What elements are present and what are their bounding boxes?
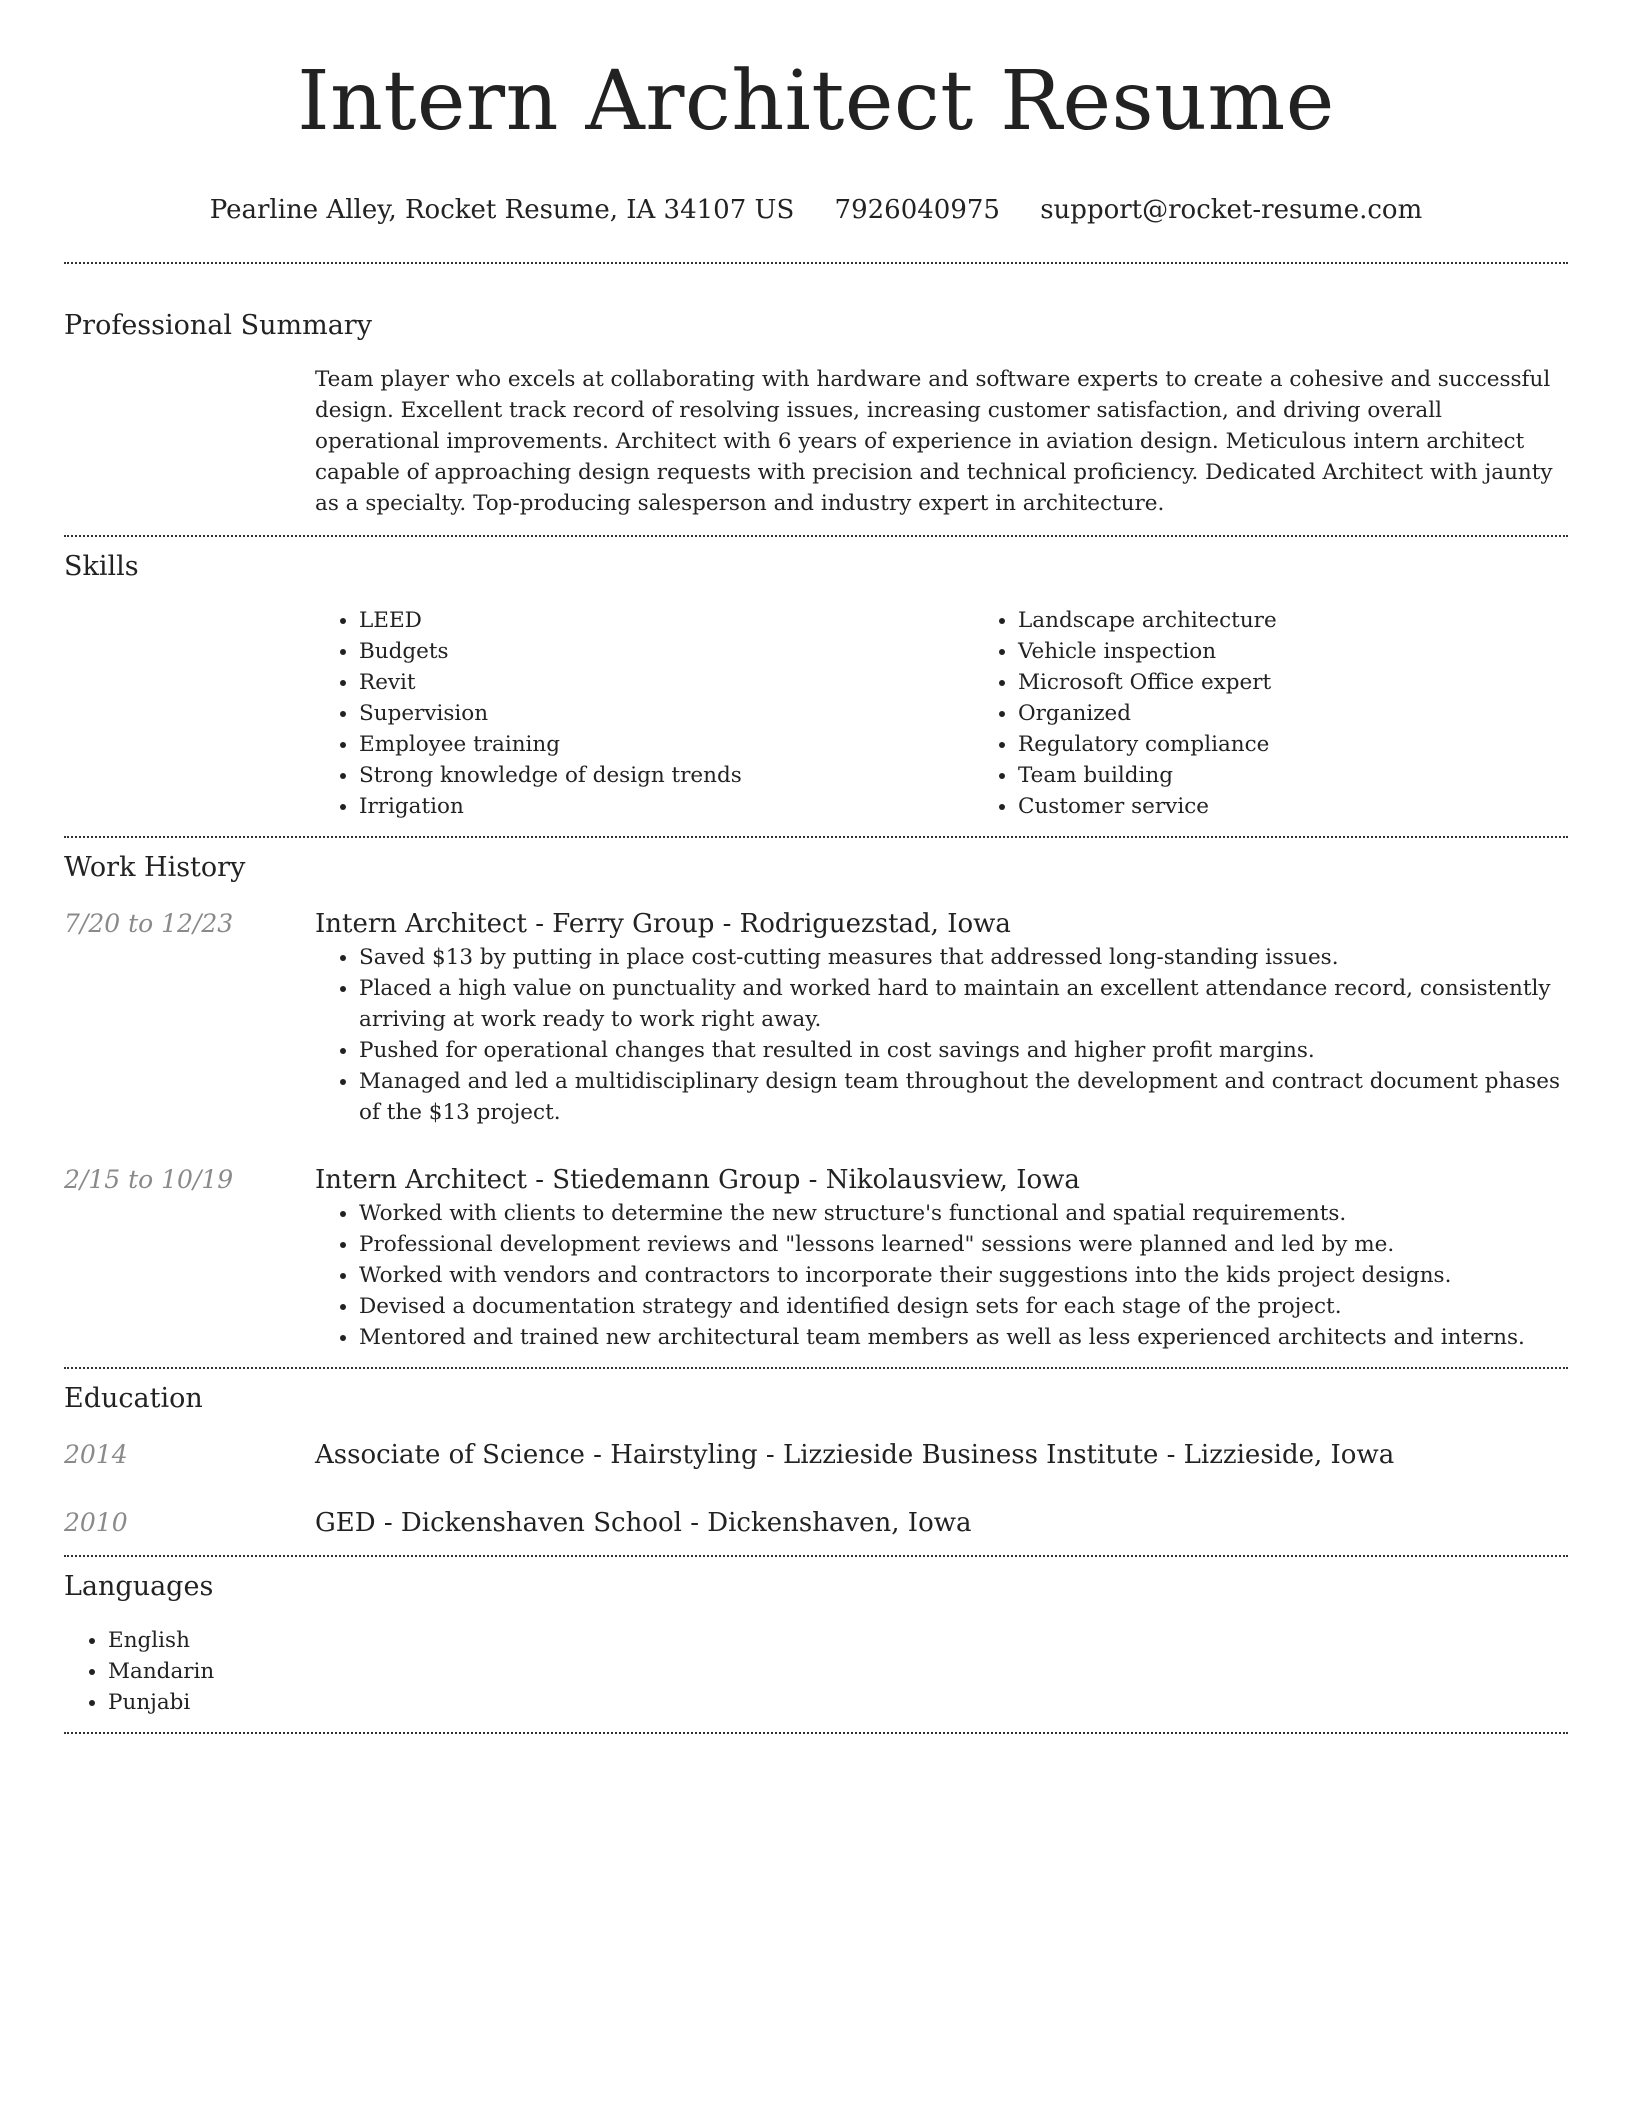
education-text: GED - Dickenshaven School - Dickenshaven, Iowa [315, 1508, 972, 1538]
contact-email: support@rocket-resume.com [1040, 195, 1423, 225]
skill-item: • Customer service [1018, 791, 1632, 822]
work-bullet: • Mentored and trained new architectural team members as well as less experienced architects and interns. [359, 1322, 1568, 1353]
section-heading-languages: Languages [64, 1571, 214, 1602]
divider [64, 1732, 1568, 1734]
language-item: • Punjabi [108, 1687, 1568, 1718]
contact-phone: 7926040975 [834, 195, 1000, 225]
skill-item: • Employee training [359, 729, 974, 760]
section-heading-summary: Professional Summary [64, 310, 372, 341]
summary-text: Team player who excels at collaborating with hardware and software experts to create a cohesive and successful design. Excellent track record of resolving issues, increasing customer satisfaction, and driving overall operational improvements. Architect with 6 years of experience in aviation design. Meticulous intern architect capable of approaching design requests with precision and technical proficiency. Dedicated Architect with jaunty as a specialty. Top-producing salesperson and industry expert in architecture. [315, 367, 1553, 516]
education-year: 2014 [64, 1440, 128, 1469]
work-entry [64, 906, 1568, 1128]
section-languages [64, 1557, 1568, 1732]
work-bullet: • Placed a high value on punctuality and worked hard to maintain an excellent attendance record, consistently arriving at work ready to work right away. [359, 973, 1568, 1035]
skill-item: • Supervision [359, 698, 974, 729]
work-bullet: • Managed and led a multidisciplinary design team throughout the development and contract document phases of the $13 project. [359, 1066, 1568, 1128]
work-bullets [315, 942, 1568, 1128]
section-professional-summary [64, 264, 1568, 535]
resume-title: Intern Architect Resume [297, 54, 1335, 149]
section-heading-work: Work History [64, 852, 246, 883]
work-entry [64, 1162, 1568, 1353]
languages-list [64, 1625, 1568, 1718]
skill-item: • Irrigation [359, 791, 974, 822]
skill-item: • Team building [1018, 760, 1632, 791]
work-bullet: • Saved $13 by putting in place cost-cutting measures that addressed long-standing issues. [359, 942, 1568, 973]
education-entry [64, 1505, 1568, 1541]
section-skills [64, 537, 1568, 836]
education-text: Associate of Science - Hairstyling - Lizzieside Business Institute - Lizzieside, Iowa [315, 1440, 1395, 1470]
skill-item: • Organized [1018, 698, 1632, 729]
education-entry [64, 1437, 1568, 1473]
skill-item: • Revit [359, 667, 974, 698]
work-dates: 7/20 to 12/23 [64, 909, 234, 938]
language-item: • English [108, 1625, 1568, 1656]
skill-item: • LEED [359, 605, 974, 636]
skills-grid [315, 605, 1568, 822]
work-title: Intern Architect - Ferry Group - Rodriguezstad, Iowa [315, 909, 1011, 939]
section-work-history [64, 838, 1568, 1367]
work-bullet: • Professional development reviews and "lessons learned" sessions were planned and led by me. [359, 1229, 1568, 1260]
section-education [64, 1369, 1568, 1555]
skill-item: • Microsoft Office expert [1018, 667, 1632, 698]
education-year: 2010 [64, 1508, 128, 1537]
skills-list-left [315, 605, 974, 822]
skill-item: • Landscape architecture [1018, 605, 1632, 636]
skill-item: • Strong knowledge of design trends [359, 760, 974, 791]
section-heading-skills: Skills [64, 551, 139, 582]
language-item: • Mandarin [108, 1656, 1568, 1687]
work-bullet: • Worked with clients to determine the new structure's functional and spatial requirements. [359, 1198, 1568, 1229]
work-dates: 2/15 to 10/19 [64, 1165, 234, 1194]
contact-address: Pearline Alley, Rocket Resume, IA 34107 US [209, 195, 795, 225]
skill-item: • Vehicle inspection [1018, 636, 1632, 667]
work-bullet: • Pushed for operational changes that resulted in cost savings and higher profit margins. [359, 1035, 1568, 1066]
work-title: Intern Architect - Stiedemann Group - Nikolausview, Iowa [315, 1165, 1080, 1195]
work-bullets [315, 1198, 1568, 1353]
contact-line [64, 192, 1568, 228]
skills-list-right [974, 605, 1632, 822]
work-bullet: • Devised a documentation strategy and identified design sets for each stage of the project. [359, 1291, 1568, 1322]
work-bullet: • Worked with vendors and contractors to incorporate their suggestions into the kids project designs. [359, 1260, 1568, 1291]
skill-item: • Regulatory compliance [1018, 729, 1632, 760]
section-heading-education: Education [64, 1383, 203, 1414]
skill-item: • Budgets [359, 636, 974, 667]
